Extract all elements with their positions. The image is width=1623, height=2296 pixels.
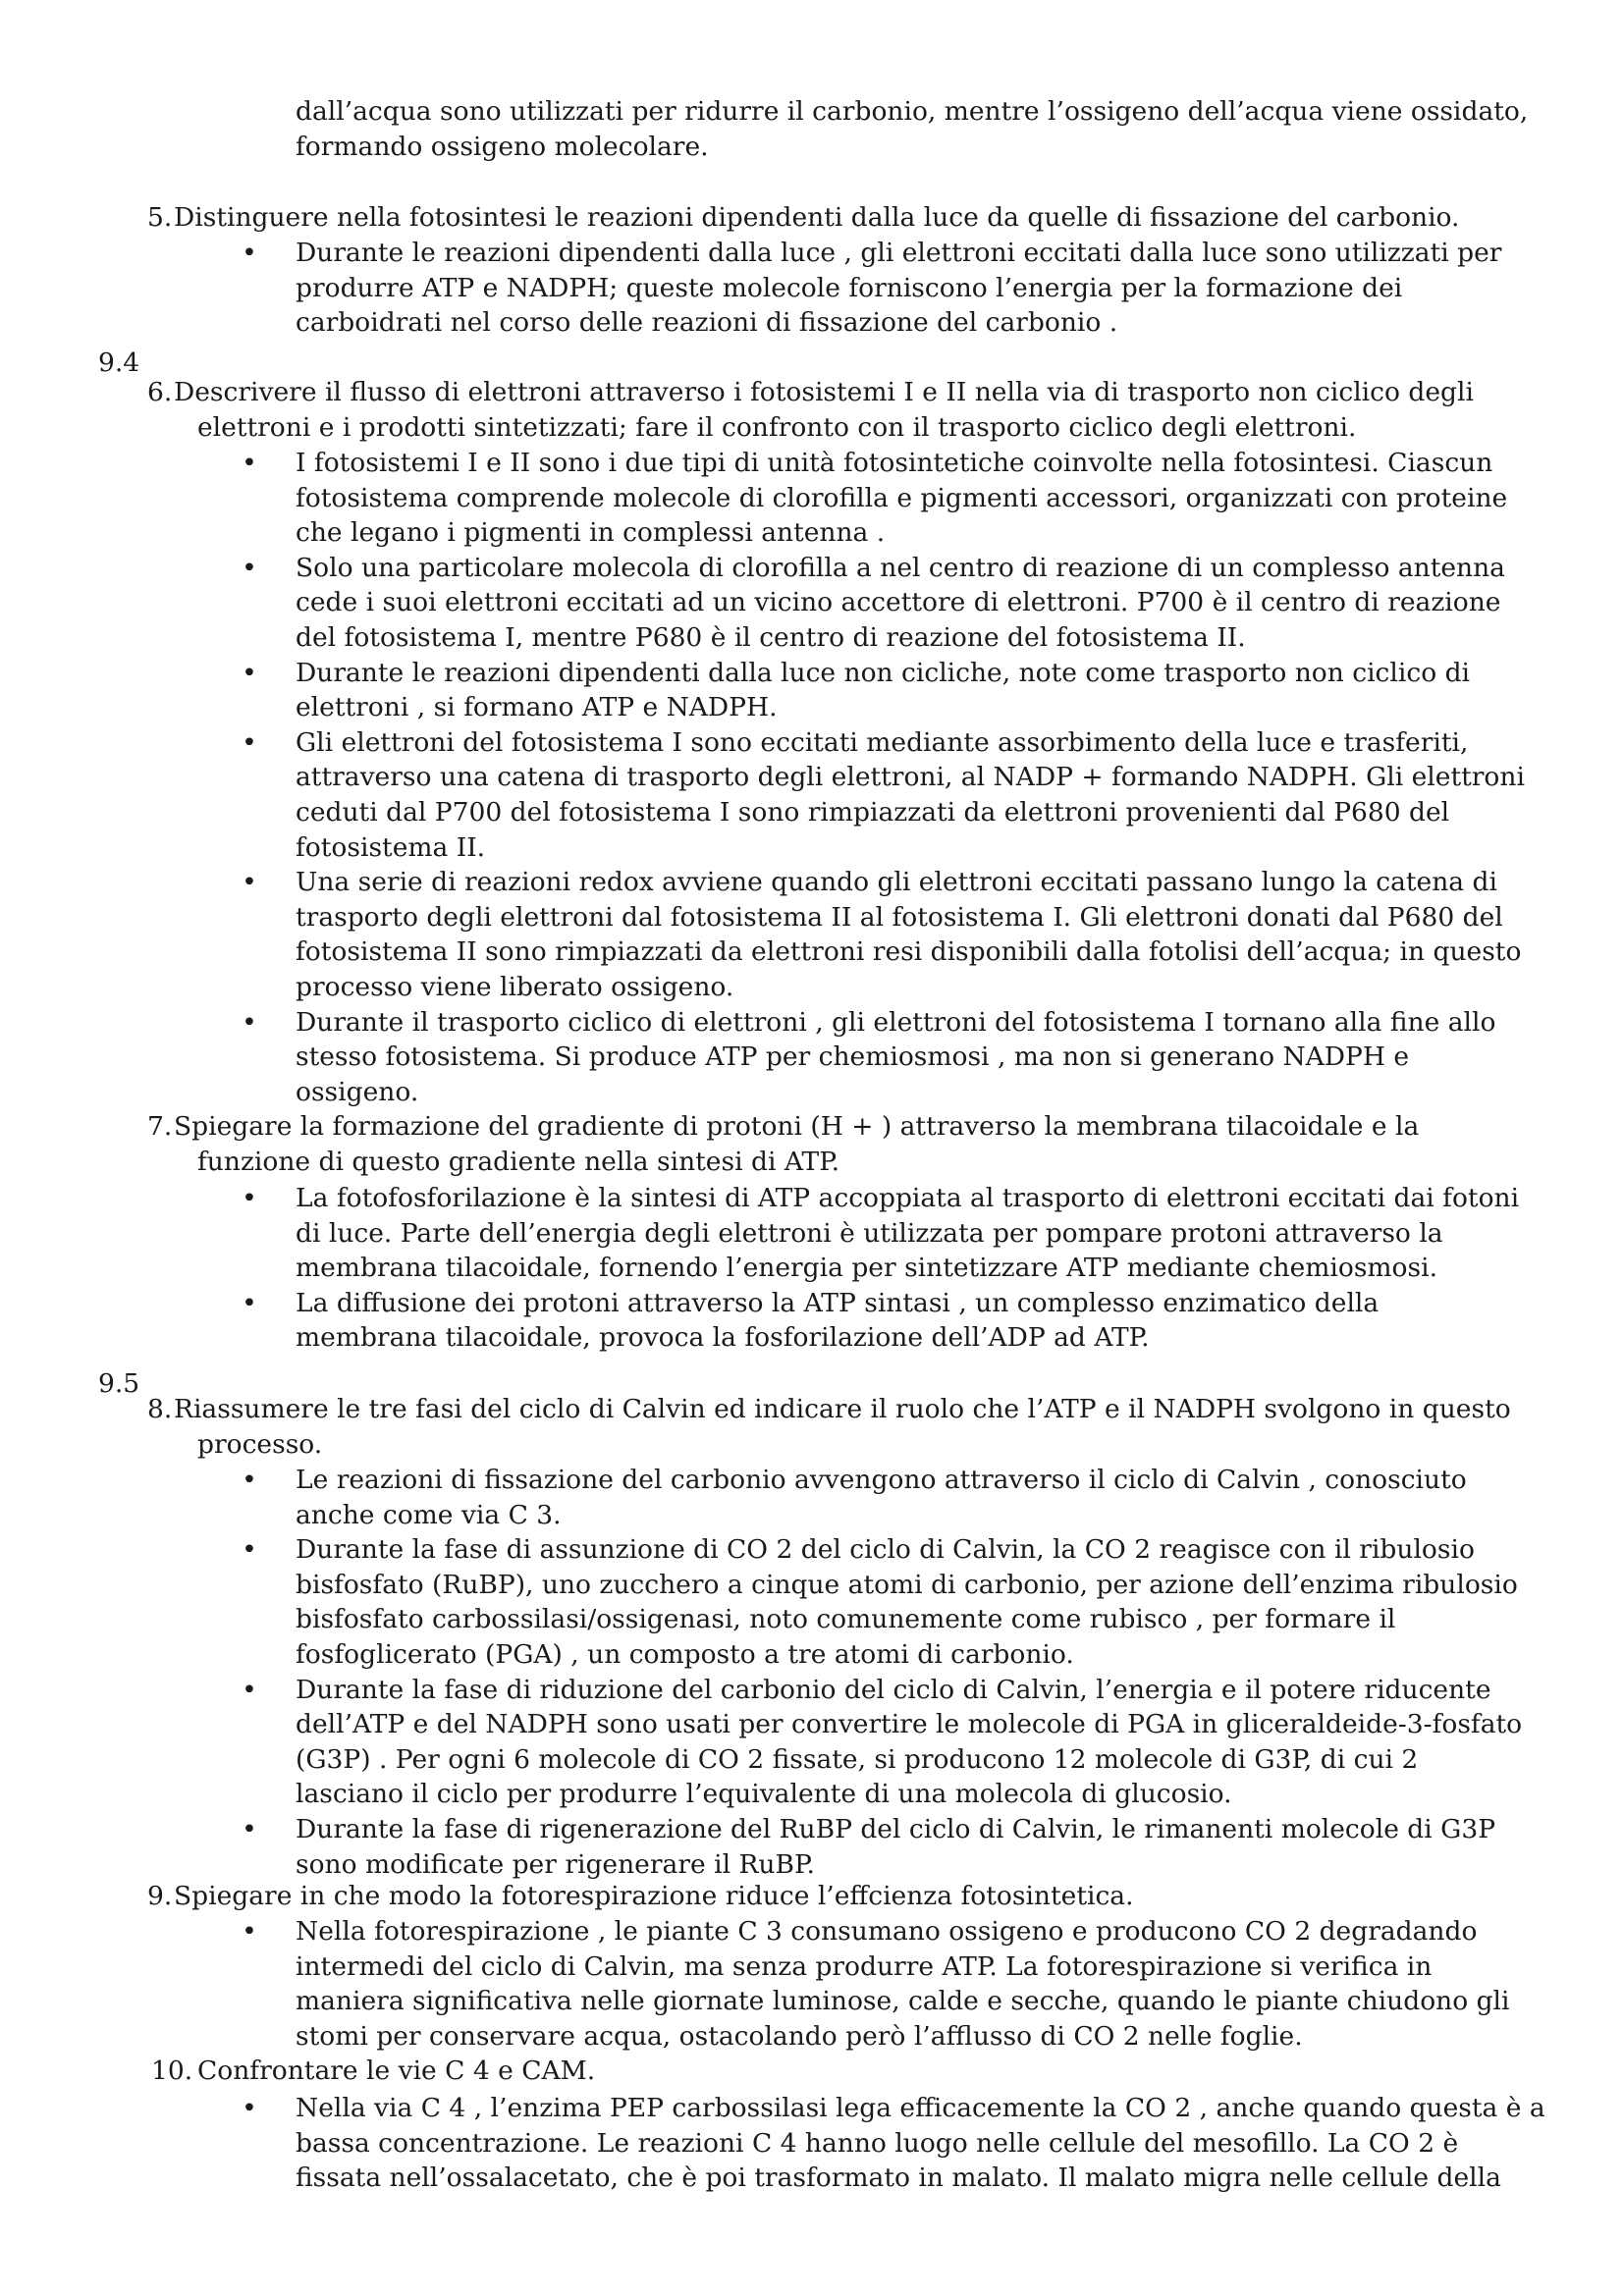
objective-5 — [147, 200, 1561, 236]
text-line: funzione di questo gradiente nella sintesi di ATP. — [197, 1146, 840, 1177]
text-line: che legano i pigmenti in complessi antenna . — [296, 517, 886, 549]
text-line: Durante la fase di assunzione di CO 2 del ciclo di Calvin, la CO 2 reagisce con il ribulosio — [296, 1534, 1475, 1566]
bullet-icon: • — [242, 552, 257, 583]
text-line: fosfoglicerato (PGA) , un composto a tre atomi di carbonio. — [296, 1638, 1074, 1670]
text-line: I fotosistemi I e II sono i due tipi di unità fotosintetiche coinvolte nella fotosintesi. Ciascun — [296, 448, 1493, 478]
bullet-icon: • — [242, 1534, 257, 1566]
text-line: membrana tilacoidale, provoca la fosforilazione dell’ADP ad ATP. — [296, 1322, 1150, 1354]
bullet-item — [240, 446, 1555, 551]
bullet-list — [240, 1914, 1555, 2054]
text-line: Una serie di reazioni redox avviene quando gli elettroni eccitati passano lungo la catena di — [296, 867, 1497, 898]
text-line: Nella fotorespirazione , le piante C 3 consumano ossigeno e producono CO 2 degradando — [296, 1916, 1478, 1947]
objective-text — [147, 1879, 1561, 1914]
text-line: Descrivere il flusso di elettroni attraverso i fotosistemi I e II nella via di trasporto non ciclico degli — [174, 377, 1474, 407]
text-line: Le reazioni di fissazione del carbonio avvengono attraverso il ciclo di Calvin , conosciuto — [296, 1465, 1467, 1495]
text-line: Durante le reazioni dipendenti dalla luce , gli elettroni eccitati dalla luce sono utilizzati per — [296, 238, 1502, 268]
bullet-list — [240, 1181, 1555, 1356]
bullet-icon: • — [242, 448, 257, 478]
text-line: (G3P) . Per ogni 6 molecole di CO 2 fissate, si producono 12 molecole di G3P, di cui 2 — [296, 1743, 1419, 1775]
bullet-icon: • — [242, 1006, 257, 1038]
objective-number: 8. — [147, 1394, 173, 1424]
bullet-list — [240, 1463, 1555, 1882]
text-line: Durante la fase di rigenerazione del RuBP del ciclo di Calvin, le rimanenti molecole di G3P — [296, 1813, 1496, 1844]
objective-number: 5. — [147, 202, 173, 233]
bullet-item — [240, 236, 1555, 341]
text-line: carboidrati nel corso delle reazioni di fissazione del carbonio . — [296, 307, 1118, 339]
text-line: di luce. Parte dell’energia degli elettroni è utilizzata per pompare protoni attraverso la — [296, 1217, 1443, 1249]
text-line: fotosistema II sono rimpiazzati da elettroni resi disponibili dalla fotolisi dell’acqua; in questo — [296, 936, 1522, 968]
text-line: Confrontare le vie C 4 e CAM. — [197, 2056, 596, 2086]
objective-number: 9. — [147, 1881, 173, 1911]
bullet-item — [240, 1812, 1555, 1882]
objective-8 — [147, 1392, 1561, 1462]
bullet-icon: • — [242, 1183, 257, 1213]
bullet-item — [240, 1463, 1555, 1532]
objective-text — [147, 1392, 1561, 1462]
text-line: Durante il trasporto ciclico di elettroni , gli elettroni del fotosistema I tornano alla fine allo — [296, 1006, 1496, 1038]
text-line: Solo una particolare molecola di clorofilla a nel centro di reazione di un complesso antenna — [296, 552, 1505, 583]
bullet-list — [240, 236, 1555, 341]
bullet-item — [240, 1532, 1555, 1672]
bullet-list — [240, 2091, 1555, 2196]
objective-text — [147, 1109, 1561, 1179]
text-line: dall’acqua sono utilizzati per ridurre il carbonio, mentre l’ossigeno dell’acqua viene ossidato, — [296, 96, 1529, 127]
text-line: sono modificate per rigenerare il RuBP. — [296, 1848, 815, 1880]
text-line: intermedi del ciclo di Calvin, ma senza produrre ATP. La fotorespirazione si verifica in — [296, 1950, 1433, 1982]
text-line: membrana tilacoidale, fornendo l’energia per sintetizzare ATP mediante chemiosmosi. — [296, 1253, 1437, 1284]
bullet-item — [240, 1286, 1555, 1356]
text-line: La diffusione dei protoni attraverso la ATP sintasi , un complesso enzimatico della — [296, 1287, 1380, 1318]
bullet-icon: • — [242, 1813, 257, 1844]
objective-number: 6. — [147, 377, 173, 407]
bullet-icon: • — [242, 1465, 257, 1495]
text-line: del fotosistema I, mentre P680 è il centro di reazione del fotosistema II. — [296, 621, 1246, 653]
bullet-icon: • — [242, 1287, 257, 1318]
text-line: elettroni e i prodotti sintetizzati; fare il confronto con il trasporto ciclico degli elettroni. — [197, 411, 1357, 443]
objective-number: 10. — [151, 2056, 193, 2086]
objective-9 — [147, 1879, 1561, 1914]
bullet-item — [240, 1005, 1555, 1110]
bullet-icon: • — [242, 1674, 257, 1705]
text-line: processo viene liberato ossigeno. — [296, 971, 734, 1002]
text-line: fissata nell’ossalacetato, che è poi trasformato in malato. Il malato migra nelle cellule della — [296, 2163, 1501, 2194]
continuation-paragraph — [296, 94, 1572, 164]
text-line: La fotofosforilazione è la sintesi di ATP accoppiata al trasporto di elettroni eccitati dai fotoni — [296, 1183, 1520, 1213]
text-line: elettroni , si formano ATP e NADPH. — [296, 692, 778, 723]
bullet-item — [240, 1181, 1555, 1286]
text-line: fotosistema II. — [296, 831, 486, 863]
text-line: produrre ATP e NADPH; queste molecole forniscono l’energia per la formazione dei — [296, 272, 1403, 303]
objective-text — [151, 2054, 1565, 2089]
text-line: processo. — [197, 1428, 323, 1460]
bullet-item — [240, 551, 1555, 656]
text-line: Durante le reazioni dipendenti dalla luce non cicliche, note come trasporto non ciclico di — [296, 657, 1471, 688]
text-line: ceduti dal P700 del fotosistema I sono rimpiazzati da elettroni provenienti dal P680 del — [296, 796, 1450, 828]
text-line: Nella via C 4 , l’enzima PEP carbossilasi lega efficacemente la CO 2 , anche quando questa è a — [296, 2093, 1545, 2123]
text-line: maniera significativa nelle giornate luminose, calde e secche, quando le piante chiudono gli — [296, 1986, 1510, 2017]
section-number: 9.4 — [98, 347, 140, 378]
text-line: Durante la fase di riduzione del carbonio del ciclo di Calvin, l’energia e il potere riducente — [296, 1674, 1491, 1705]
text-line: ossigeno. — [296, 1076, 419, 1107]
text-line: fotosistema comprende molecole di clorofilla e pigmenti accessori, organizzati con proteine — [296, 482, 1508, 513]
bullet-list — [240, 446, 1555, 1109]
bullet-item — [240, 865, 1555, 1004]
bullet-item — [240, 1673, 1555, 1812]
text-line: formando ossigeno molecolare. — [296, 131, 709, 162]
text-line: lasciano il ciclo per produrre l’equivalente di una molecola di glucosio. — [296, 1779, 1232, 1810]
bullet-icon: • — [242, 867, 257, 898]
text-line: Riassumere le tre fasi del ciclo di Calvin ed indicare il ruolo che l’ATP e il NADPH svolgono in questo — [174, 1394, 1511, 1424]
text-line: stesso fotosistema. Si produce ATP per chemiosmosi , ma non si generano NADPH e — [296, 1041, 1410, 1073]
text-line: stomi per conservare acqua, ostacolando però l’afflusso di CO 2 nelle foglie. — [296, 2020, 1303, 2052]
bullet-icon: • — [242, 726, 257, 758]
bullet-icon: • — [242, 2093, 257, 2123]
text-line: Distinguere nella fotosintesi le reazioni dipendenti dalla luce da quelle di fissazione del carbonio. — [174, 202, 1460, 233]
text-line: bisfosfato carbossilasi/ossigenasi, noto comunemente come rubisco , per formare il — [296, 1604, 1396, 1635]
bullet-icon: • — [242, 1916, 257, 1947]
text-line: cede i suoi elettroni eccitati ad un vicino accettore di elettroni. P700 è il centro di reazione — [296, 587, 1501, 618]
objective-text — [147, 375, 1561, 445]
objective-text — [147, 200, 1561, 236]
text-line: attraverso una catena di trasporto degli elettroni, al NADP + formando NADPH. Gli elettroni — [296, 762, 1525, 793]
objective-number: 7. — [147, 1111, 173, 1142]
objective-10 — [151, 2054, 1565, 2089]
section-number: 9.5 — [98, 1368, 140, 1399]
text-line: bisfosfato (RuBP), uno zucchero a cinque atomi di carbonio, per azione dell’enzima ribulosio — [296, 1569, 1518, 1600]
text-line: trasporto degli elettroni dal fotosistema II al fotosistema I. Gli elettroni donati dal P680 del — [296, 901, 1503, 933]
bullet-item — [240, 2091, 1555, 2196]
bullet-item — [240, 1914, 1555, 2054]
text-line: bassa concentrazione. Le reazioni C 4 hanno luogo nelle cellule del mesofillo. La CO 2 è — [296, 2127, 1459, 2159]
text-line: Gli elettroni del fotosistema I sono eccitati mediante assorbimento della luce e trasferiti, — [296, 726, 1469, 758]
bullet-item — [240, 725, 1555, 865]
text-line: Spiegare la formazione del gradiente di protoni (H + ) attraverso la membrana tilacoidale e la — [174, 1111, 1420, 1142]
objective-6 — [147, 375, 1561, 445]
text-line: anche come via C 3. — [296, 1499, 562, 1530]
objective-7 — [147, 1109, 1561, 1179]
bullet-icon: • — [242, 238, 257, 268]
bullet-icon: • — [242, 657, 257, 688]
text-line: dell’ATP e del NADPH sono usati per convertire le molecole di PGA in gliceraldeide-3-fosfato — [296, 1709, 1523, 1740]
bullet-item — [240, 656, 1555, 725]
text-line: Spiegare in che modo la fotorespirazione riduce l’effcienza fotosintetica. — [174, 1881, 1134, 1911]
